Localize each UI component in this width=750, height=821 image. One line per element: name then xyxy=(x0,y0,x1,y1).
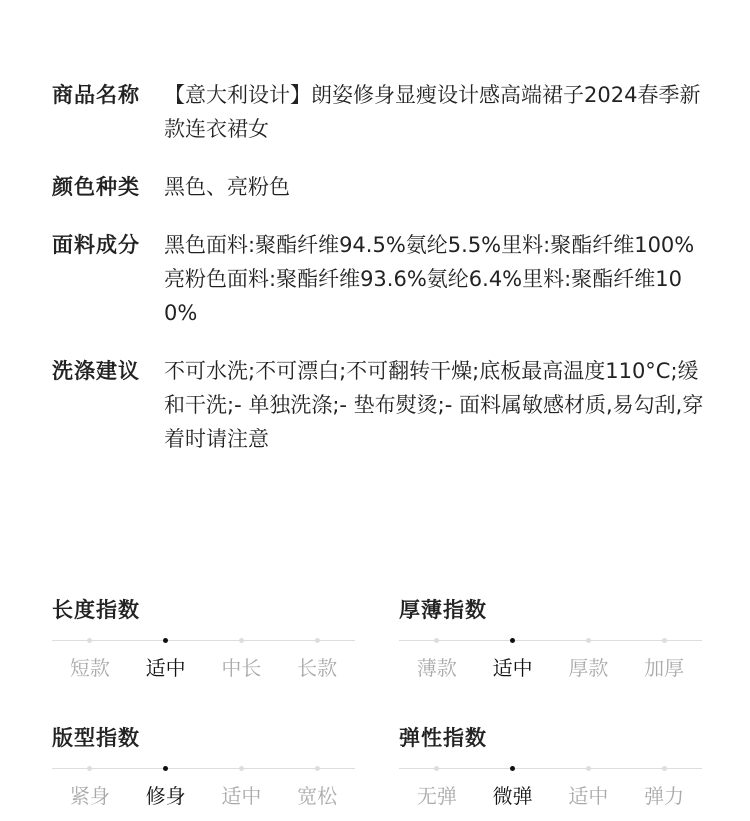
scale-dot xyxy=(239,638,244,643)
scale-dot xyxy=(163,638,168,643)
fit-index-title: 版型指数 xyxy=(52,726,140,750)
thickness-index-title: 厚薄指数 xyxy=(399,598,487,622)
elasticity-option: 微弹 xyxy=(492,784,533,808)
scale-dot xyxy=(586,766,591,771)
fabric-value xyxy=(164,228,712,330)
thickness-option: 适中 xyxy=(492,656,533,680)
product-name-label: 商品名称 xyxy=(52,83,140,107)
size-metrics xyxy=(52,595,702,811)
scale-dot xyxy=(434,638,439,643)
length-option: 适中 xyxy=(145,656,186,680)
fabric-label: 面料成分 xyxy=(52,233,140,257)
thickness-index-scale xyxy=(399,633,702,649)
product-info xyxy=(52,78,712,480)
scale-dot xyxy=(87,766,92,771)
product-name-row xyxy=(52,78,712,146)
thickness-option: 加厚 xyxy=(644,656,685,680)
product-name-value: 【意大利设计】朗姿修身显瘦设计感高端裙子2024春季新款连衣裙女 xyxy=(164,83,701,141)
wash-label: 洗涤建议 xyxy=(52,359,140,383)
elasticity-index-scale xyxy=(399,761,702,777)
thickness-index xyxy=(399,595,702,683)
fabric-value-pink: 亮粉色面料:聚酯纤维93.6%氨纶6.4%里料:聚酯纤维100% xyxy=(164,267,682,325)
scale-dot xyxy=(315,638,320,643)
fit-option: 宽松 xyxy=(297,784,338,808)
wash-row xyxy=(52,354,712,456)
fit-option: 修身 xyxy=(145,784,186,808)
elasticity-option: 无弹 xyxy=(416,784,457,808)
scale-dot xyxy=(510,766,515,771)
fit-index xyxy=(52,723,355,811)
elasticity-option: 适中 xyxy=(568,784,609,808)
color-value: 黑色、亮粉色 xyxy=(164,175,290,199)
scale-dot xyxy=(586,638,591,643)
elasticity-option: 弹力 xyxy=(644,784,685,808)
length-index-title: 长度指数 xyxy=(52,598,140,622)
color-label: 颜色种类 xyxy=(52,175,140,199)
length-option: 短款 xyxy=(69,656,110,680)
scale-dot xyxy=(662,638,667,643)
scale-dot xyxy=(510,638,515,643)
fit-option: 适中 xyxy=(221,784,262,808)
thickness-option: 厚款 xyxy=(568,656,609,680)
wash-value: 不可水洗;不可漂白;不可翻转干燥;底板最高温度110°C;缓和干洗;- 单独洗涤;- 垫布熨烫;- 面料属敏感材质,易勾刮,穿着时请注意 xyxy=(164,359,704,451)
fabric-value-black: 黑色面料:聚酯纤维94.5%氨纶5.5%里料:聚酯纤维100% xyxy=(164,233,695,257)
fit-option: 紧身 xyxy=(69,784,110,808)
scale-dot xyxy=(239,766,244,771)
scale-dot xyxy=(434,766,439,771)
scale-dot xyxy=(163,766,168,771)
length-index xyxy=(52,595,355,683)
thickness-option: 薄款 xyxy=(416,656,457,680)
elasticity-index xyxy=(399,723,702,811)
length-option: 长款 xyxy=(297,656,338,680)
fit-index-scale xyxy=(52,761,355,777)
length-option: 中长 xyxy=(221,656,262,680)
scale-dot xyxy=(87,638,92,643)
color-row xyxy=(52,170,712,204)
fabric-row xyxy=(52,228,712,330)
length-index-scale xyxy=(52,633,355,649)
scale-dot xyxy=(662,766,667,771)
elasticity-index-title: 弹性指数 xyxy=(399,726,487,750)
scale-dot xyxy=(315,766,320,771)
